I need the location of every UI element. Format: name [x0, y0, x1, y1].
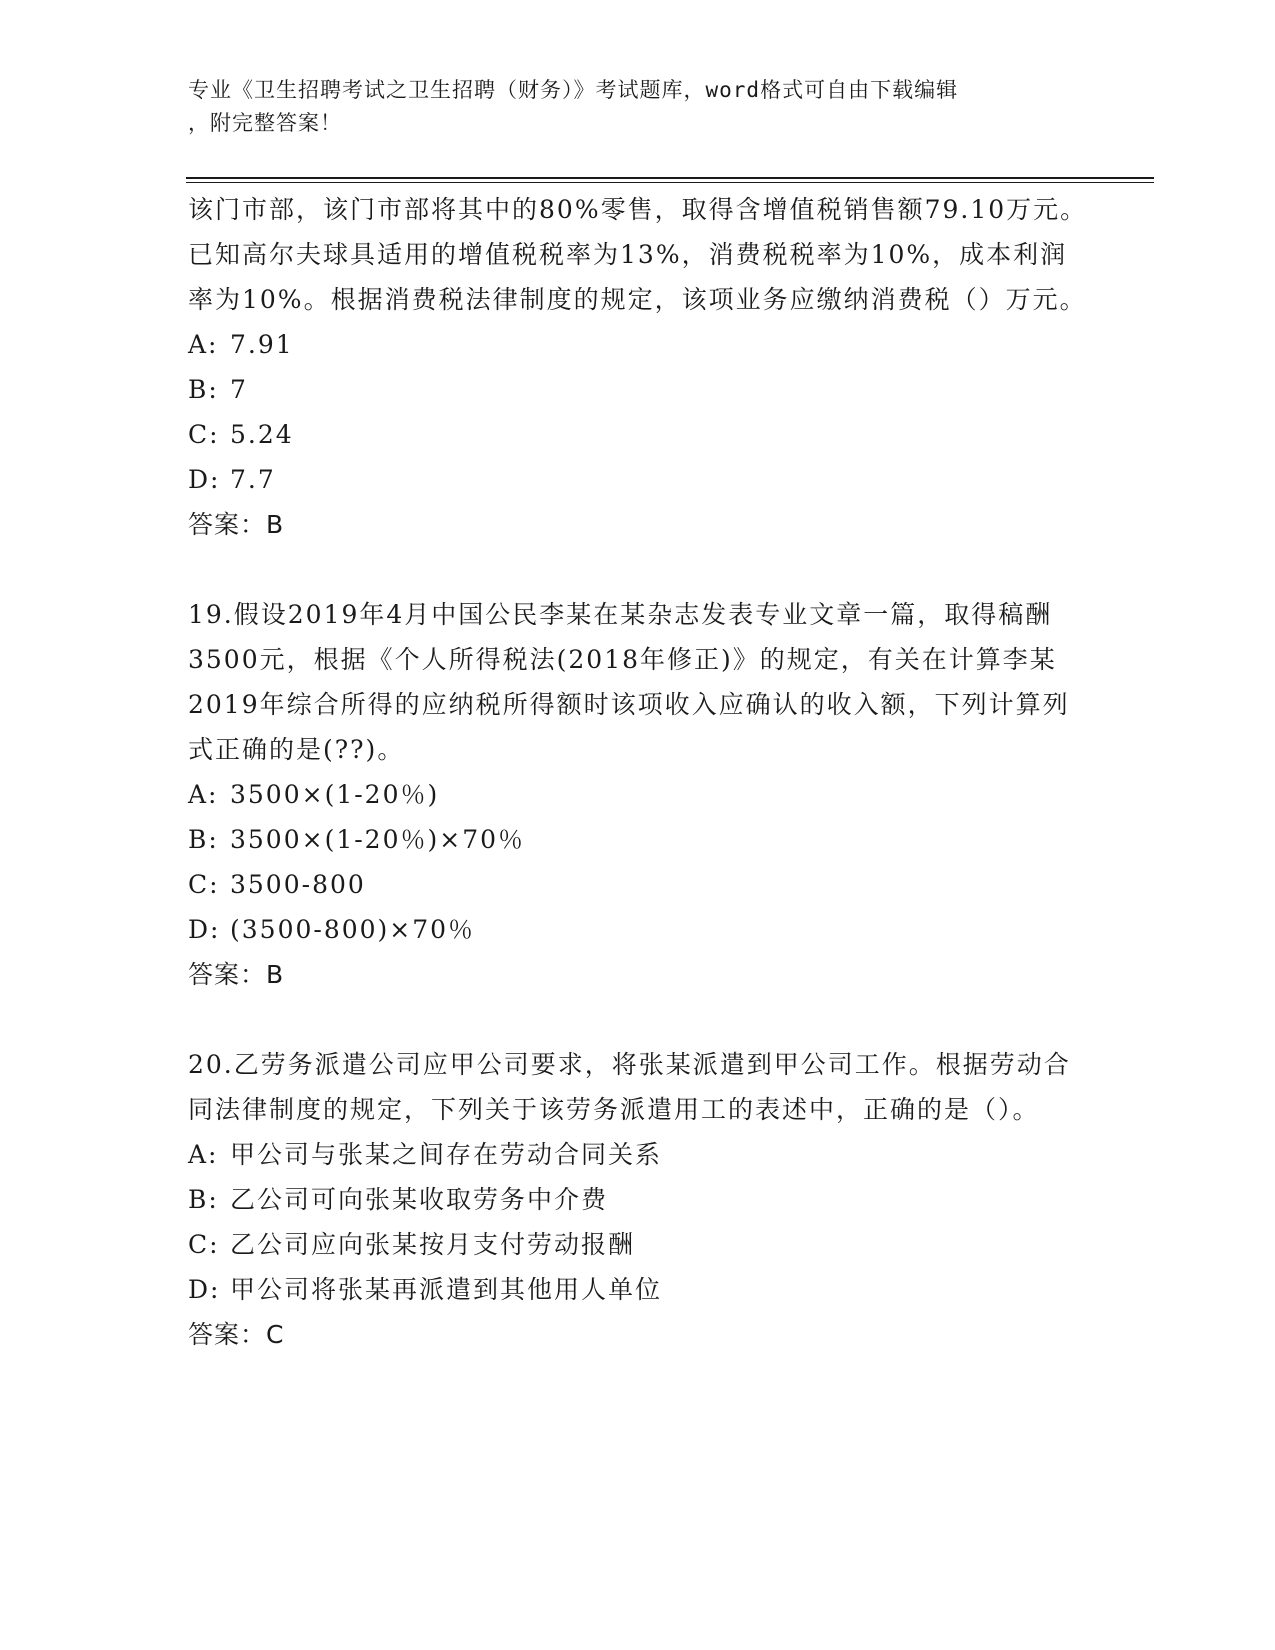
answer-line: 答案：B — [188, 960, 285, 989]
question-spacer — [188, 997, 1088, 1042]
question-item — [188, 592, 1088, 997]
option-a: A: 3500×(1-20％) — [188, 780, 440, 809]
question-stem: 该门市部，该门市部将其中的80%零售，取得含增值税销售额79.10万元。已知高尔夫球具适用的增值税税率为13%，消费税税率为10%，成本利润率为10%。根据消费税法律制度的规定，该项业务应缴纳消费税（）万元。 — [188, 195, 1088, 314]
option-b: B: 7 — [188, 375, 248, 404]
option-b: B: 3500×(1-20％)×70％ — [188, 825, 526, 854]
option-list — [188, 772, 1088, 952]
question-stem: 19.假设2019年4月中国公民李某在某杂志发表专业文章一篇，取得稿酬3500元，根据《个人所得税法(2018年修正)》的规定，有关在计算李某2019年综合所得的应纳税所得额时该项收入应确认的收入额，下列计算列式正确的是(??)。 — [188, 600, 1070, 764]
option-c: C: 5.24 — [188, 420, 294, 449]
answer-line: 答案：C — [188, 1320, 285, 1349]
option-d: D: 甲公司将张某再派遣到其他用人单位 — [188, 1275, 663, 1304]
option-d: D: (3500-800)×70％ — [188, 915, 476, 944]
option-list — [188, 1132, 1088, 1312]
header-divider-thin — [186, 182, 1154, 183]
option-c: C: 乙公司应向张某按月支付劳动报酬 — [188, 1230, 636, 1259]
question-stem: 20.乙劳务派遣公司应甲公司要求，将张某派遣到甲公司工作。根据劳动合同法律制度的规定，下列关于该劳务派遣用工的表述中，正确的是（）。 — [188, 1050, 1071, 1124]
option-b: B: 乙公司可向张某收取劳务中介费 — [188, 1185, 609, 1214]
option-a: A: 7.91 — [188, 330, 294, 359]
option-a: A: 甲公司与张某之间存在劳动合同关系 — [188, 1140, 663, 1169]
question-list — [188, 187, 1088, 1357]
question-item — [188, 187, 1088, 547]
header-line-2: ，附完整答案！ — [188, 111, 342, 135]
option-list — [188, 322, 1088, 502]
header-divider-thick — [186, 177, 1154, 179]
option-c: C: 3500-800 — [188, 870, 366, 899]
option-d: D: 7.7 — [188, 465, 276, 494]
page-header — [188, 74, 1088, 140]
answer-line: 答案：B — [188, 510, 285, 539]
question-item — [188, 1042, 1088, 1357]
question-spacer — [188, 547, 1088, 592]
header-line-1: 专业《卫生招聘考试之卫生招聘（财务）》考试题库，word格式可自由下载编辑 — [188, 78, 959, 102]
